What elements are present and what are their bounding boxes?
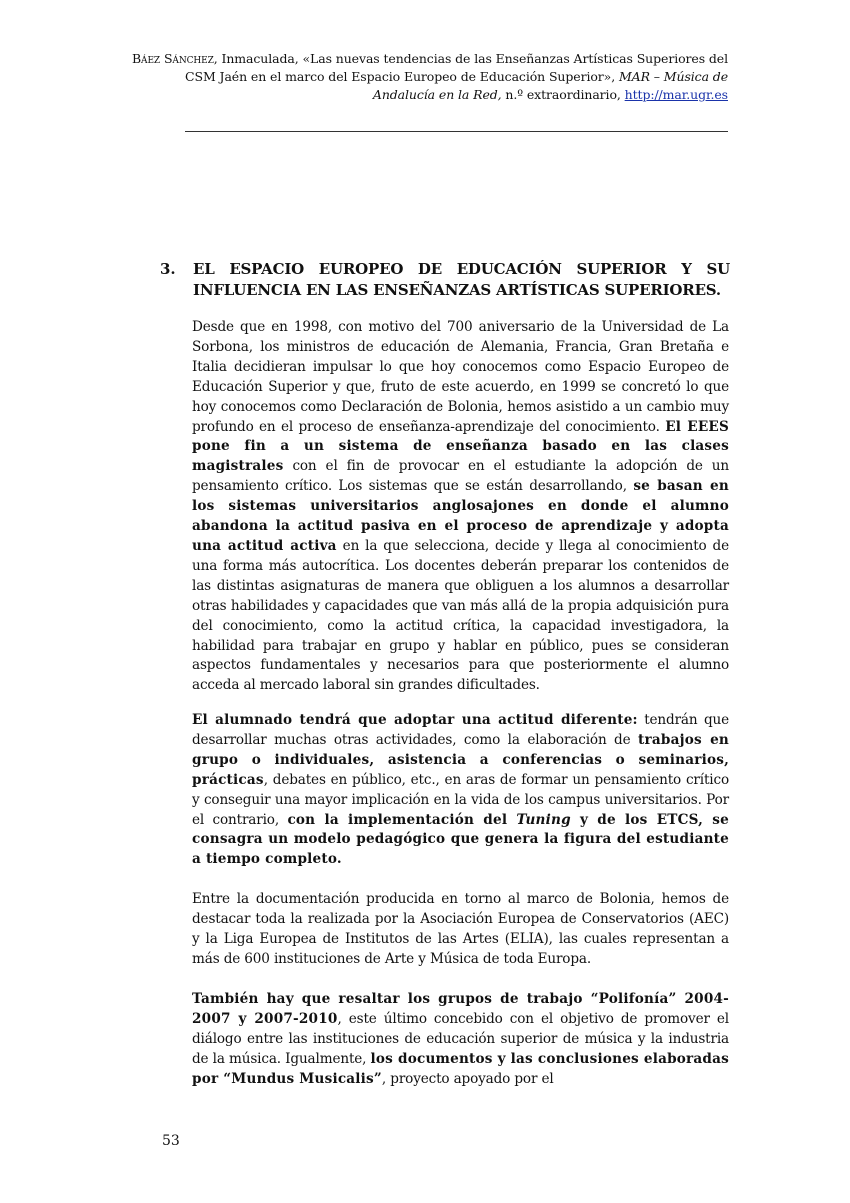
bold-run: El EEES pone fin a un sistema de enseñanza basado en las clases magistrales: [192, 418, 729, 475]
bold-run: se basan en los sistemas universitarios anglosajones en donde el alumno abandona la actitud pasiva en el proceso de aprendizaje y adopta una actitud activa: [192, 478, 729, 554]
paragraph-3: [192, 890, 729, 970]
page-number: 53: [162, 1133, 180, 1149]
text-run: Desde que en 1998, con motivo del 700 aniversario de la Universidad de La Sorbona, los ministros de educación de Alemania, Francia, Gran Bretaña e Italia decidieran impulsar lo que hoy conocemos como Espacio Europeo de Educación Superior y que, fruto de este acuerdo, en 1999 se concretó lo que hoy conocemos como Declaración de Bolonia, hemos asistido a un cambio muy profundo en el proceso de enseñanza-aprendizaje del conocimiento.: [192, 319, 729, 435]
journal-url-link[interactable]: http://mar.ugr.es: [624, 87, 728, 102]
bold-run: y de los ETCS, se consagra un modelo pedagógico que genera la figura del estudiante a tiempo completo.: [192, 811, 729, 868]
journal-name: MAR – Música de Andalucía en la Red,: [372, 69, 728, 102]
bold-run: También hay que resaltar los grupos de trabajo “Polifonía” 2004-2007 y 2007-2010: [192, 991, 729, 1027]
paragraph-2: [192, 711, 729, 870]
text-run: Entre la documentación producida en torno al marco de Bolonia, hemos de destacar toda la realizada por la Asociación Europea de Conservatorios (AEC) y la Liga Europea de Institutos de las Artes (ELIA), las cuales representan a más de 600 instituciones de Arte y Música de toda Europa.: [192, 891, 729, 967]
bold-run: El alumnado tendrá que adoptar una actitud diferente:: [192, 712, 638, 728]
paragraph-1: [192, 318, 729, 696]
bold-run: con la implementación del: [287, 811, 517, 828]
text-run: , debates en público, etc., en aras de formar un pensamiento crítico y conseguir una mayor implicación en la vida de los campus universitarios. Por el contrario,: [192, 771, 729, 828]
text-run: en la que selecciona, decide y llega al conocimiento de una forma más autocrítica. Los docentes deberán preparar los contenidos de las distintas asignaturas de manera que obliguen a los alumnos a desarrollar otras habilidades y capacidades que van más allá de la propia adquisición pura del conocimiento, como la actitud crítica, la capacidad investigadora, la habilidad para trabajar en grupo y hablar en público, pues se consideran aspectos fundamentales y necesarios para que posteriormente el alumno acceda al mercado laboral sin grandes dificultades.: [192, 537, 729, 694]
section-heading: [160, 259, 730, 301]
header-divider: [185, 131, 728, 132]
text-run: , este último concebido con el objetivo de promover el diálogo entre las instituciones de educación superior de música y la industria de la música. Igualmente,: [192, 1010, 729, 1067]
bold-italic-run: Tuning: [516, 811, 571, 828]
text-run: , proyecto apoyado por el: [381, 1070, 554, 1087]
text-run: con el fin de provocar en el estudiante la adopción de un pensamiento crítico. Los sistemas que se están desarrollando,: [192, 458, 729, 495]
citation-text: , Inmaculada, «Las nuevas tendencias de las Enseñanzas Artísticas Superiores del CSM Jaén en el marco del Espacio Europeo de Educación Superior»,: [185, 51, 728, 84]
citation-header: [128, 50, 728, 104]
text-run: tendrán que desarrollar muchas otras actividades, como la elaboración de: [192, 712, 729, 748]
section-title-line-2: INFLUENCIA EN LAS ENSEÑANZAS ARTÍSTICAS SUPERIORES.: [193, 281, 721, 299]
section-number: 3.: [160, 260, 176, 278]
section-title-line-1: EL ESPACIO EUROPEO DE EDUCACIÓN SUPERIOR Y SU: [193, 260, 730, 278]
paragraph-4: [192, 990, 729, 1090]
bold-run: trabajos en grupo o individuales, asistencia a conferencias o seminarios, prácticas: [192, 731, 730, 788]
issue-text: n.º extraordinario,: [501, 87, 625, 102]
bold-run: los documentos y las conclusiones elaboradas por “Mundus Musicalis”: [192, 1050, 729, 1087]
author-surname: Báez Sánchez: [131, 51, 214, 66]
